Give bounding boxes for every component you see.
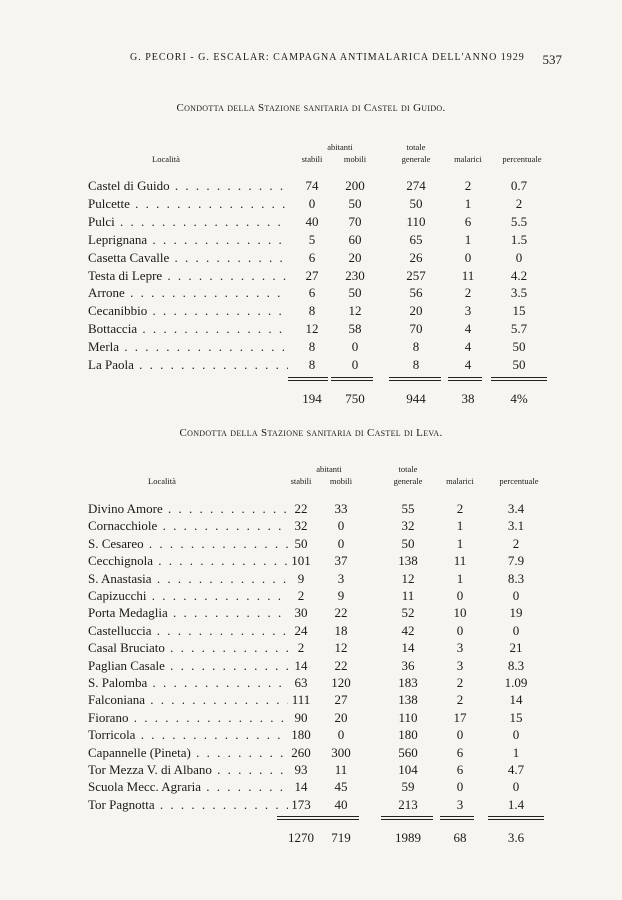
table1-total-stabili: 194	[302, 390, 322, 406]
table2-stabili: 50	[294, 535, 308, 551]
table1-percentuale: 1.5	[510, 231, 528, 247]
table1-malarici: 1	[464, 231, 472, 247]
table2-mobili: 37	[334, 553, 348, 569]
table1-malarici: 1	[464, 195, 472, 211]
table1-locality: Pulci . . .	[88, 214, 288, 230]
table2-totale: 12	[401, 570, 415, 586]
table1-title: Condotta della Stazione sanitaria di Castel di Guido.	[176, 102, 446, 114]
table1-stabili: 6	[308, 249, 316, 265]
table2-locality: Cecchignola . . .	[88, 553, 288, 569]
table2-col-locality: Località	[148, 476, 176, 486]
table2-row	[0, 710, 622, 728]
table1-percentuale: 3.5	[510, 285, 528, 301]
table2-row	[0, 588, 622, 606]
table2-malarici: 6	[456, 744, 464, 760]
table1-mobili: 12	[348, 303, 362, 319]
table1-col-percentuale: percentuale	[502, 154, 542, 164]
table1-total-totale: 944	[406, 390, 426, 406]
table2-totale: 110	[398, 709, 418, 725]
table1-percentuale: 50	[512, 357, 526, 372]
table1-mobili: 0	[351, 339, 359, 355]
table1-mobili: 50	[348, 195, 362, 211]
table2-locality: Tor Pagnotta . . .	[88, 797, 288, 813]
table1-percentuale: 0	[515, 249, 523, 265]
table2-col-mobili: mobili	[329, 476, 353, 486]
table2-row	[0, 501, 622, 519]
table2-locality: Cornacchiole . . .	[88, 518, 288, 534]
table1-total-mobili: 750	[345, 390, 365, 406]
table1-percentuale: 0.7	[510, 178, 528, 193]
table1-total-percentuale: 4%	[510, 390, 528, 406]
table2-stabili: 180	[291, 727, 311, 743]
table2-mobili: 33	[334, 501, 348, 516]
table1-col-abitanti: abitanti	[327, 142, 353, 152]
table1-totale: 257	[406, 267, 426, 283]
table2-percentuale: 2	[512, 535, 520, 551]
table2-locality: Divino Amore . . .	[88, 501, 288, 517]
table2-mobili: 0	[337, 518, 345, 534]
table1-totale: 20	[409, 303, 423, 319]
table2-stabili: 2	[297, 640, 305, 656]
table2-stabili: 111	[291, 692, 311, 708]
table2-row	[0, 518, 622, 536]
table1-stabili: 6	[308, 285, 316, 301]
table2-totale: 138	[398, 553, 418, 569]
table2-col-abitanti: abitanti	[316, 464, 342, 474]
table2-totale: 104	[398, 762, 418, 777]
table2-locality: Capannelle (Pineta) . . .	[88, 745, 288, 761]
table2-percentuale: 1.4	[507, 796, 525, 812]
table1-col-totale: totale	[406, 142, 426, 152]
table1-stabili: 40	[305, 213, 319, 229]
table1-totale: 70	[409, 321, 423, 337]
table1-percentuale: 5.7	[510, 321, 528, 337]
table2-malarici: 3	[456, 796, 464, 812]
table2-percentuale: 1	[512, 744, 520, 760]
table1-mobili: 70	[348, 213, 362, 229]
table2-stabili: 93	[294, 762, 308, 777]
table2-row	[0, 692, 622, 710]
table2-row	[0, 745, 622, 763]
table2-malarici: 6	[456, 762, 464, 777]
table1-row	[0, 232, 622, 250]
table2-mobili: 11	[334, 762, 348, 777]
table2-stabili: 9	[297, 570, 305, 586]
table1-stabili: 8	[308, 303, 316, 319]
table1-locality: Cecanibbio . . .	[88, 303, 288, 319]
table1-locality: Pulcette . . .	[88, 196, 288, 212]
table2-percentuale: 19	[509, 605, 523, 621]
table2-mobili: 9	[337, 588, 345, 603]
table2-mobili: 3	[337, 570, 345, 586]
table1-row	[0, 357, 622, 375]
table2-stabili: 90	[294, 709, 308, 725]
table2-malarici: 0	[456, 588, 464, 603]
table1-locality: La Paola . . .	[88, 357, 288, 373]
table2-col-stabili: stabili	[290, 476, 312, 486]
table2-malarici: 0	[456, 622, 464, 638]
table2-row	[0, 762, 622, 780]
table2-malarici: 3	[456, 657, 464, 673]
table2-mobili: 40	[334, 796, 348, 812]
table1-stabili: 74	[305, 178, 319, 193]
table2-percentuale: 14	[509, 692, 523, 708]
table1-locality: Castel di Guido . . .	[88, 178, 288, 194]
table2-percentuale: 8.3	[507, 570, 525, 586]
table1-malarici: 6	[464, 213, 472, 229]
table1-locality: Merla . . .	[88, 339, 288, 355]
table1-locality: Bottaccia . . .	[88, 321, 288, 337]
table2-total-stabili: 1270	[288, 830, 314, 846]
table1-mobili: 50	[348, 285, 362, 301]
table1-stabili: 8	[308, 339, 316, 355]
table2-mobili: 27	[334, 692, 348, 708]
table2-row	[0, 536, 622, 554]
table1-malarici: 3	[464, 303, 472, 319]
running-header: G. PECORI - G. ESCALAR: CAMPAGNA ANTIMALARICA DELL'ANNO 1929	[130, 52, 525, 63]
table1-stabili: 5	[308, 231, 316, 247]
table2-malarici: 11	[453, 553, 467, 569]
table2-locality: Capizucchi . . .	[88, 588, 288, 604]
table1-totale: 56	[409, 285, 423, 301]
table2-mobili: 22	[334, 657, 348, 673]
table2-malarici: 10	[453, 605, 467, 621]
table1-percentuale: 50	[512, 339, 526, 355]
table2-stabili: 30	[294, 605, 308, 621]
table2-malarici: 17	[453, 709, 467, 725]
table1-mobili: 60	[348, 231, 362, 247]
table1-totale: 274	[406, 178, 426, 193]
table1-stabili: 27	[305, 267, 319, 283]
table2-malarici: 1	[456, 518, 464, 534]
table2-locality: Falconiana . . .	[88, 692, 288, 708]
table2-percentuale: 4.7	[507, 762, 525, 777]
table2-row	[0, 640, 622, 658]
table1-percentuale: 15	[512, 303, 526, 319]
table2-row	[0, 553, 622, 571]
table2-malarici: 2	[456, 692, 464, 708]
table2-stabili: 14	[294, 779, 308, 795]
table2-percentuale: 3.4	[507, 501, 525, 516]
table2-total-totale: 1989	[395, 830, 421, 846]
table2-stabili: 24	[294, 622, 308, 638]
table1-malarici: 4	[464, 321, 472, 337]
table2-row	[0, 658, 622, 676]
table1-malarici: 0	[464, 249, 472, 265]
table2-row	[0, 779, 622, 797]
table2-totale: 50	[401, 535, 415, 551]
table2-totale: 32	[401, 518, 415, 534]
table2-stabili: 32	[294, 518, 308, 534]
table2-malarici: 2	[456, 675, 464, 690]
table2-percentuale: 3.1	[507, 518, 525, 534]
table1-col-locality: Località	[152, 154, 180, 164]
table1-totale: 50	[409, 195, 423, 211]
table2-percentuale: 7.9	[507, 553, 525, 569]
table2-mobili: 0	[337, 535, 345, 551]
table2-locality: Castelluccia . . .	[88, 623, 288, 639]
table2-totale: 52	[401, 605, 415, 621]
table2-totale: 59	[401, 779, 415, 795]
table1-row	[0, 339, 622, 357]
table2-totale: 213	[398, 796, 418, 812]
table1-totale: 8	[412, 339, 420, 355]
table2-title: Condotta della Stazione sanitaria di Castel di Leva.	[179, 427, 443, 439]
table2-locality: Paglian Casale . . .	[88, 658, 288, 674]
table1-mobili: 230	[345, 267, 365, 283]
table2-percentuale: 8.3	[507, 657, 525, 673]
table2-mobili: 300	[331, 744, 351, 760]
table1-percentuale: 5.5	[510, 213, 528, 229]
table2-percentuale: 21	[509, 640, 523, 656]
table2-locality: Tor Mezza V. di Albano . . .	[88, 762, 288, 778]
table1-stabili: 8	[308, 357, 316, 372]
table2-locality: Casal Bruciato . . .	[88, 640, 288, 656]
table1-row	[0, 196, 622, 214]
table1-row	[0, 303, 622, 321]
table1-col-generale: generale	[401, 154, 431, 164]
table2-locality: S. Cesareo . . .	[88, 536, 288, 552]
table2-mobili: 18	[334, 622, 348, 638]
table2-total-mobili: 719	[331, 830, 351, 846]
table2-percentuale: 0	[512, 727, 520, 743]
table1-totale: 110	[406, 213, 426, 229]
table1-mobili: 200	[345, 178, 365, 193]
table2-row	[0, 675, 622, 693]
table2-malarici: 1	[456, 570, 464, 586]
table2-percentuale: 15	[509, 709, 523, 725]
table2-mobili: 45	[334, 779, 348, 795]
table1-totale: 65	[409, 231, 423, 247]
table2-malarici: 0	[456, 779, 464, 795]
table2-col-percentuale: percentuale	[499, 476, 539, 486]
table2-totals-row	[0, 830, 622, 848]
table2-locality: S. Anastasia . . .	[88, 571, 288, 587]
table1-row	[0, 285, 622, 303]
table2-percentuale: 0	[512, 588, 520, 603]
table2-totale: 11	[401, 588, 415, 603]
table1-locality: Testa di Lepre . . .	[88, 268, 288, 284]
table1-row	[0, 178, 622, 196]
page-number: 537	[542, 52, 562, 67]
table2-malarici: 0	[456, 727, 464, 743]
table2-total-percentuale: 3.6	[507, 830, 525, 846]
table2-totale: 183	[398, 675, 418, 690]
table2-locality: Torricola . . .	[88, 727, 288, 743]
table2-row	[0, 571, 622, 589]
table2-percentuale: 1.09	[504, 675, 528, 690]
table2-locality: Fiorano . . .	[88, 710, 288, 726]
table2-row	[0, 797, 622, 815]
table2-totale: 14	[401, 640, 415, 656]
table1-mobili: 58	[348, 321, 362, 337]
table1-percentuale: 2	[515, 195, 523, 211]
table1-totale: 26	[409, 249, 423, 265]
table2-malarici: 1	[456, 535, 464, 551]
table2-total-malarici: 68	[453, 830, 467, 846]
table1-row	[0, 214, 622, 232]
table2-malarici: 3	[456, 640, 464, 656]
table2-mobili: 22	[334, 605, 348, 621]
table1-row	[0, 321, 622, 339]
table1-malarici: 11	[461, 267, 475, 283]
table1-percentuale: 4.2	[510, 267, 528, 283]
table2-locality: Porta Medaglia . . .	[88, 605, 288, 621]
table1-col-malarici: malarici	[454, 154, 482, 164]
table2-totale: 180	[398, 727, 418, 743]
table1-totale: 8	[412, 357, 420, 372]
table2-stabili: 14	[294, 657, 308, 673]
table1-malarici: 2	[464, 285, 472, 301]
table1-mobili: 20	[348, 249, 362, 265]
table2-stabili: 260	[291, 744, 311, 760]
table2-stabili: 22	[294, 501, 308, 516]
table1-mobili: 0	[351, 357, 359, 372]
table2-percentuale: 0	[512, 622, 520, 638]
table2-totale: 55	[401, 501, 415, 516]
table2-locality: Scuola Mecc. Agraria . . .	[88, 779, 288, 795]
table2-malarici: 2	[456, 501, 464, 516]
table2-row	[0, 623, 622, 641]
table2-totale: 560	[398, 744, 418, 760]
table2-row	[0, 727, 622, 745]
table1-totals-row	[0, 391, 622, 409]
table2-col-generale: generale	[393, 476, 423, 486]
table1-malarici: 4	[464, 339, 472, 355]
table1-locality: Leprignana . . .	[88, 232, 288, 248]
table2-col-malarici: malarici	[446, 476, 474, 486]
table1-col-mobili: mobili	[343, 154, 367, 164]
table2-locality: S. Palomba . . .	[88, 675, 288, 691]
table2-totale: 138	[398, 692, 418, 708]
table2-mobili: 20	[334, 709, 348, 725]
table2-stabili: 2	[297, 588, 305, 603]
table1-malarici: 4	[464, 357, 472, 372]
table2-stabili: 173	[291, 796, 311, 812]
table2-mobili: 12	[334, 640, 348, 656]
table1-row	[0, 268, 622, 286]
table2-percentuale: 0	[512, 779, 520, 795]
table2-stabili: 63	[294, 675, 308, 690]
table1-malarici: 2	[464, 178, 472, 193]
table2-row	[0, 605, 622, 623]
table2-col-totale: totale	[398, 464, 418, 474]
table1-col-stabili: stabili	[301, 154, 323, 164]
table1-stabili: 0	[308, 195, 316, 211]
table2-totale: 42	[401, 622, 415, 638]
table1-row	[0, 250, 622, 268]
table1-locality: Casetta Cavalle . . .	[88, 250, 288, 266]
table1-stabili: 12	[305, 321, 319, 337]
table2-totale: 36	[401, 657, 415, 673]
table2-mobili: 0	[337, 727, 345, 743]
table2-mobili: 120	[331, 675, 351, 690]
table1-locality: Arrone . . .	[88, 285, 288, 301]
table2-stabili: 101	[291, 553, 311, 569]
table1-total-malarici: 38	[461, 390, 475, 406]
